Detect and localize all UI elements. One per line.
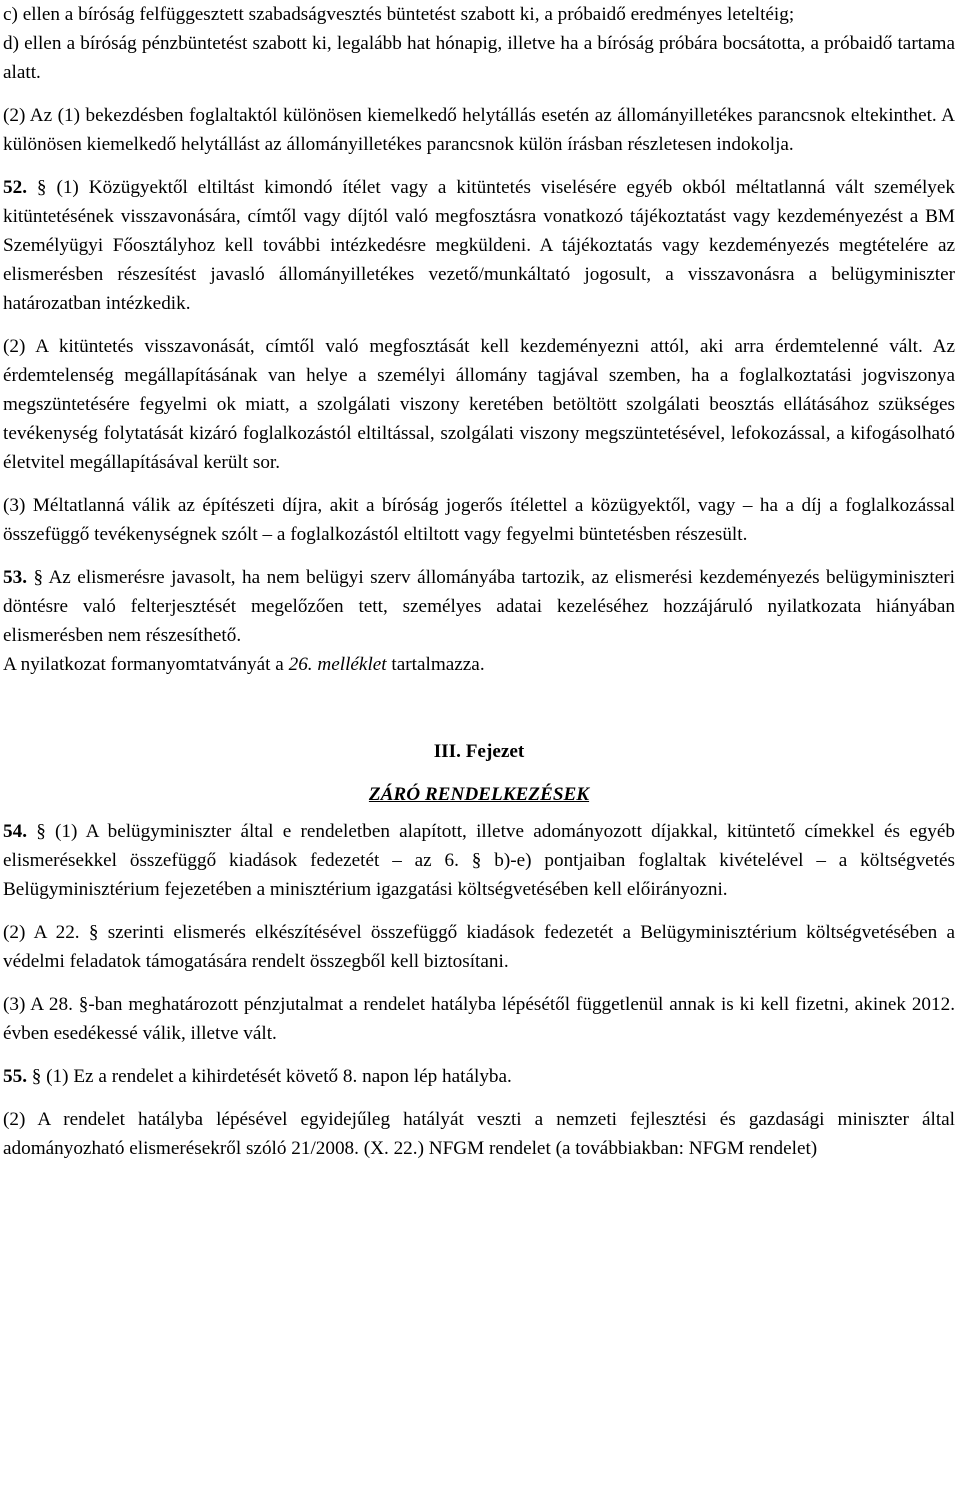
section-52-paragraph-2: (2) A kitüntetés visszavonását, címtől való megfosztását kell kezdeményezni attól, aki arra érdemtelenné vált. Az érdemtelenség megállapításának van helye a személyi állomány tagjával szemben, ha a foglalkoztatási jogviszonya megszüntetésére fegyelmi ok miatt, a szolgálati viszony keretében betöltött szolgálati beosztás ellátásához szükséges tevékenység folytatását kizáró foglalkozástól eltiltással, szolgálati viszony megszüntetésével, lefokozással, a kifogásolható életvitel megállapításával került sor. <box>3 336 955 473</box>
chapter-heading: III. Fejezet <box>433 741 525 762</box>
section-52-text-1: (1) Közügyektől eltiltást kimondó ítélet vagy a kitüntetés viselésére egyéb okból méltatlanná vált személyek kitüntetésének visszavonására, címtől vagy díjtól való megfosztásra vonatkozó tájékoztatást vagy kezdeményezést a BM Személyügyi Főosztályhoz kell további intézkedésre megküldeni. A tájékoztatás vagy kezdeményezés megtételére az elismerésben részesítést javasló állományilletékes vezető/munkáltató jogosult, a visszavonásra a belügyminiszter határozatban intézkedik. <box>3 177 955 314</box>
section-symbol-52: § <box>36 177 47 198</box>
chapter-title: ZÁRÓ RENDELKEZÉSEK <box>368 784 590 805</box>
section-symbol-54: § <box>36 821 46 842</box>
paragraph-c: c) ellen a bíróság felfüggesztett szabadságvesztés büntetést szabott ki, a próbaidő eredményes leteltéig; <box>3 4 795 25</box>
document-page <box>3 0 955 1163</box>
section-55-text-1: (1) Ez a rendelet a kihirdetését követő 8. napon lép hatályba. <box>46 1066 512 1087</box>
paragraph-51-2: (2) Az (1) bekezdésben foglaltaktól különösen kiemelkedő helytállás esetén az állományilletékes parancsnok eltekinthet. A különösen kiemelkedő helytállást az állományilletékes parancsnok külön írásban részletesen indokolja. <box>3 105 955 155</box>
section-55-paragraph-2: (2) A rendelet hatályba lépésével egyidejűleg hatályát veszti a nemzeti fejlesztési és gazdasági miniszter által adományozható elismerésekről szóló 21/2008. (X. 22.) NFGM rendelet (a továbbiakban: NFGM rendelet) <box>3 1109 955 1159</box>
section-53-form-note <box>3 650 955 679</box>
section-54-paragraph-2: (2) A 22. § szerinti elismerés elkészítésével összefüggő kiadások fedezetét a Belügyminisztérium költségvetésében a védelmi feladatok támogatására rendelt összegből kell biztosítani. <box>3 922 955 972</box>
form-note-suffix: tartalmazza. <box>386 654 485 675</box>
section-54-text-1: (1) A belügyminiszter által e rendeletben alapított, illetve adományozott díjakkal, kitüntető címekkel és egyéb elismerésekkel összefüggő kiadások fedezetét – az 6. § b)-e) pontjaiban foglaltak kivételével – a költségvetés Belügyminisztérium fejezetében a minisztérium igazgatási költségvetésében kell előirányozni. <box>3 821 956 900</box>
section-53-text: Az elismerésre javasolt, ha nem belügyi szerv állományába tartozik, az elismerési kezdeményezés belügyminiszteri döntésre való felterjesztését megelőzően tett, személyes adatai kezeléséhez hozzájáruló nyilatkozata hiányában elismerésben nem részesíthető. <box>3 567 955 646</box>
section-number-53: 53. <box>3 567 27 588</box>
section-53-paragraph <box>3 563 955 650</box>
section-52-paragraph-3: (3) Méltatlanná válik az építészeti díjra, akit a bíróság jogerős ítélettel a közügyektől, vagy – ha a díj a foglalkozással összefüggő tevékenységnek szólt – a foglalkozástól eltiltott vagy fegyelmi büntetésben részesült. <box>3 495 955 545</box>
section-symbol-55: § <box>31 1066 42 1087</box>
section-55-paragraph-1 <box>3 1062 955 1091</box>
form-note-annex: 26. melléklet <box>288 654 387 675</box>
section-number-52: 52. <box>3 177 27 198</box>
section-54-paragraph-3: (3) A 28. §-ban meghatározott pénzjutalmat a rendelet hatályba lépésétől függetlenül annak is ki kell fizetni, akinek 2012. évben esedékessé válik, illetve vált. <box>3 994 955 1044</box>
section-52-paragraph-1 <box>3 173 955 318</box>
paragraph-d: d) ellen a bíróság pénzbüntetést szabott ki, legalább hat hónapig, illetve ha a bíróság próbára bocsátotta, a próbaidő tartama alatt. <box>3 33 955 83</box>
section-number-55: 55. <box>3 1066 27 1087</box>
section-symbol-53: § <box>33 567 44 588</box>
section-54-paragraph-1 <box>3 817 955 904</box>
form-note-prefix: A nyilatkozat formanyomtatványát a <box>3 654 289 675</box>
section-number-54: 54. <box>3 821 27 842</box>
